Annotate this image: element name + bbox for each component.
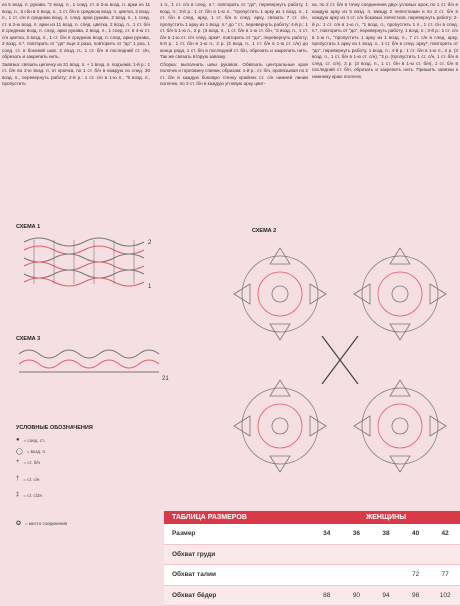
legend-text: = ст. с/н bbox=[23, 477, 39, 482]
treble-crochet-icon: ‡ bbox=[16, 492, 19, 498]
row-label: Размер bbox=[164, 530, 312, 537]
schema-2-label: СХЕМА 2 bbox=[252, 228, 276, 234]
instructions-column-2 bbox=[160, 2, 308, 89]
legend-text: = место соединения bbox=[25, 521, 67, 526]
paragraph: ка, по 2 ст. б/н в точку соединения двух угловых арок, по 1 ст. б/н в каждую арку из 5 возд. п. между 2 лепестками и по 2 ст. б/н в каждую арку из 4 ст. с/н боковых лепестков, перевернуть работу; 2-й р.: 1 ст. с/н в 1-ю п., "1 возд. п., пропустить 1 п., 1 ст. с/н в след. п.*, повторить от "до", перевернуть работу, 1 возд. п.; 3-й р.: 1 ст. с/н в 1-ю п., "пропустить 1 арку из 1 возд. п., 7 ст. с/н в след. арку, пропустить 1 арку из 1 возд. п., 1 ст. б/н в след. арку*, повторить от "до", перевернуть работу, 1 возд. п.; 4-й р.: 1 ст. б/н в 1-ю п., 2 р. (3 возд. п., 1 ст. б/н в 1-ю ст. с/н), "3 р. (пропустить 1 ст. с/н, 1 ст. б/н в след. ст. с/н), 3 р. (3 возд. п., 1 ст. б/н в 1-ю ст. б/н), 1 ст. б/н в последний ст. б/н, обрезать и закрепить нить. Пришить завязки к нижнему краю полочек. bbox=[312, 2, 458, 80]
legend-item bbox=[16, 492, 42, 498]
table-row bbox=[164, 586, 460, 606]
cell: 94 bbox=[371, 592, 401, 599]
cell: 38 bbox=[371, 530, 401, 537]
table-row bbox=[164, 565, 460, 586]
schema-1-num-2: 2 bbox=[148, 240, 152, 246]
double-crochet-icon: † bbox=[16, 476, 19, 482]
single-crochet-icon: + bbox=[16, 459, 20, 465]
schema-1-diagram bbox=[14, 232, 164, 296]
paragraph: из 5 возд. п. рукава. "2 возд. п., 1 соед. ст. в 3-ю возд. п. арки из 11 возд. п., 5 сбн в 2 возд. п., 1 ст. б/н в среднюю возд. п. цветка, 2 возд. п., 1 ст. с/н в среднюю возд. п. след. арки рукава, 2 возд. п., 1 соед. ст. в 3-ю возд. п. арки из 11 возд. п. след. цветка, 2 возд. п., 1 ст. б/н в среднюю возд. п. след. арки рукава, 2 возд. п., 1 соед. ст. в 4-ю ст. с/н цветка, 2 возд. п., 1 ст. б/н в среднюю возд. п. след. арки рукава, 2 возд. п.*, повторить от "до" еще 3 раза, повторить от "до" 1 раз, 1 соед. ст. в боковой шов. 2 возд. п., 1 ст. б/н в последний ст. с/н, обрезать и закрепить нить. bbox=[2, 2, 150, 61]
cell: 98 bbox=[401, 592, 431, 599]
schema-3-num: 21 bbox=[162, 376, 169, 382]
table-row bbox=[164, 524, 460, 545]
schema-1-label: СХЕМА 1 bbox=[16, 224, 40, 230]
size-table-header bbox=[164, 511, 460, 524]
cell: 34 bbox=[312, 530, 342, 537]
paragraph: Сборка: выполнить швы рукавов. Обвязать центральные края полочек и горловину спинки, образом: 1-й р.: ст. б/н, провязывая по 2 ст. б/н в каждую боковую стенку крайних ст. с/н нижней линии полочек, по 3 ст. б/н в каждую угловую арку цвет- bbox=[160, 62, 308, 88]
legend-text: = ст. с/2н bbox=[23, 493, 42, 498]
instructions-column-1 bbox=[2, 2, 150, 89]
table-row bbox=[164, 545, 460, 566]
legend-title: УСЛОВНЫЕ ОБОЗНАЧЕНИЯ bbox=[16, 425, 93, 431]
motif-bottom-right bbox=[354, 380, 446, 472]
paragraph: Завязка: связать цепочку из 31 возд. п. + 1 возд. п. подъема; 1-й р.: 1 ст. б/н во 2-ю возд. п. от крючка, по 1 ст. б/н в каждую из след. 30 возд. п., перевернуть работу; 2-й р.: 1 ст. с/н в 1-ю п., "5 возд. п., пропустить bbox=[2, 62, 150, 88]
legend-text: = возд. п. bbox=[27, 449, 46, 454]
cell: 36 bbox=[342, 530, 372, 537]
row-label: Обхват груди bbox=[164, 551, 312, 558]
join-point-icon: ✪ bbox=[16, 520, 21, 527]
legend-text: = ст. б/н bbox=[24, 460, 41, 465]
cell: 90 bbox=[342, 592, 372, 599]
instructions-column-3 bbox=[312, 2, 458, 81]
size-table bbox=[164, 511, 460, 602]
motif-top-left bbox=[234, 248, 326, 340]
slip-stitch-icon: ● bbox=[16, 437, 20, 443]
row-label: Обхват талии bbox=[164, 571, 312, 578]
motif-top-right bbox=[354, 248, 446, 340]
paragraph: 1 п., 1 ст. с/н в след. п.*, повторить от "до", перевернуть работу, 1 возд. п.; 3-й р.: 1 ст. б/н в 1-ю п., "пропустить 1 арку из 1 возд. п., 1 ст. б/н в след. арку, 1 ст. б/н в след. арку, связать 7 ст. с/н, пропустить 1 арку из 1 возд. п.* до " ст., перевернуть работу; 4-й р.: 1 ст. б/н в 1-ю п., 2 р. (3 возд. п., 1 ст. б/н в 1-ю ст. б/н, "3 возд. п., 1 ст. б/н в 1-ю ст. с/н след. арки*, повторить от "до", перевернуть работу; 5-й р.: 1 ст. б/н в 1-ю п., 2 р. (3 возд. п., 1 ст. б/н в 1-ю ст. с/н) до конца ряда, 1 ст. б/н в последний ст. б/н, обрезать и закрепить нить. Так же связать вторую завязку. bbox=[160, 2, 308, 61]
legend-item bbox=[16, 520, 67, 527]
join-lines bbox=[322, 336, 358, 384]
cell: 72 bbox=[401, 571, 431, 578]
legend-item bbox=[16, 448, 46, 455]
schema-2-diagram bbox=[230, 236, 456, 508]
motif-bottom-left bbox=[234, 380, 326, 472]
size-table-title: ТАБЛИЦА РАЗМЕРОВ bbox=[164, 514, 312, 521]
legend-item bbox=[16, 437, 45, 443]
row-label: Обхват бёдер bbox=[164, 592, 312, 599]
chain-icon: ◯ bbox=[16, 448, 23, 455]
cell: 42 bbox=[430, 530, 460, 537]
schema-3-label: СХЕМА 3 bbox=[16, 336, 40, 342]
legend-item bbox=[16, 459, 40, 465]
schema-3-diagram bbox=[14, 344, 174, 386]
legend-text: = соед. ст. bbox=[24, 438, 45, 443]
cell: 102 bbox=[430, 592, 460, 599]
cell: 88 bbox=[312, 592, 342, 599]
size-table-group: ЖЕНЩИНЫ bbox=[312, 514, 460, 521]
schema-1-num-1: 1 bbox=[148, 284, 152, 290]
legend-item bbox=[16, 476, 40, 482]
cell: 40 bbox=[401, 530, 431, 537]
cell: 77 bbox=[430, 571, 460, 578]
